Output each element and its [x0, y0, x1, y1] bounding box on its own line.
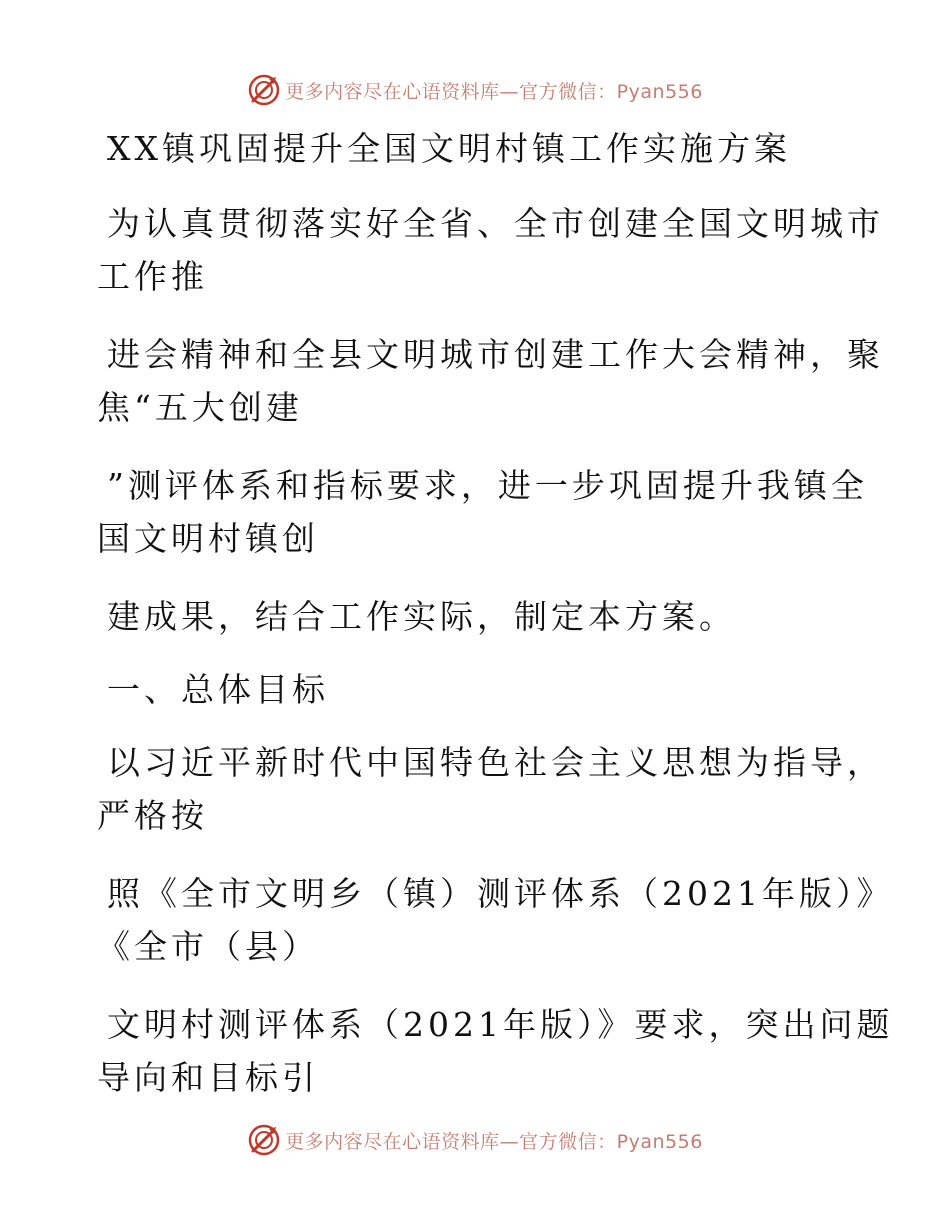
- document-body: [97, 122, 894, 1104]
- paragraph-line: 导向和目标引: [97, 1058, 319, 1097]
- stamp-logo-icon: [247, 73, 281, 107]
- paragraph-line: 文明村测评体系（2021年版）》要求，突出问题: [107, 1005, 894, 1044]
- paragraph-line: 建成果，结合工作实际，制定本方案。: [107, 597, 736, 636]
- paragraph-line: 《全市（县）: [97, 927, 319, 966]
- paragraph-line: 为认真贯彻落实好全省、全市创建全国文明城市: [107, 204, 884, 243]
- watermark-text: 更多内容尽在心语资料库—官方微信：Pyan556: [285, 80, 703, 103]
- footer-watermark: [0, 1120, 950, 1160]
- paragraph-line: 进会精神和全县文明城市创建工作大会精神，聚: [107, 335, 884, 374]
- stamp-logo-icon: [247, 1123, 281, 1157]
- paragraph-line: 国文明村镇创: [97, 519, 319, 558]
- paragraph-line: ”测评体系和指标要求，进一步巩固提升我镇全: [107, 466, 868, 505]
- header-watermark: [0, 70, 950, 110]
- paragraph-line: 严格按: [97, 796, 208, 835]
- paragraph-line: 以习近平新时代中国特色社会主义思想为指导，: [107, 743, 884, 782]
- paragraph-line: 照《全市文明乡（镇）测评体系（2021年版）》: [107, 874, 894, 913]
- paragraph-line: 焦“五大创建: [97, 388, 303, 427]
- document-title: XX镇巩固提升全国文明村镇工作实施方案: [107, 129, 791, 168]
- paragraph-line: 工作推: [97, 257, 208, 296]
- watermark-text: 更多内容尽在心语资料库—官方微信：Pyan556: [285, 1130, 703, 1153]
- section-heading: 一、总体目标: [107, 670, 329, 709]
